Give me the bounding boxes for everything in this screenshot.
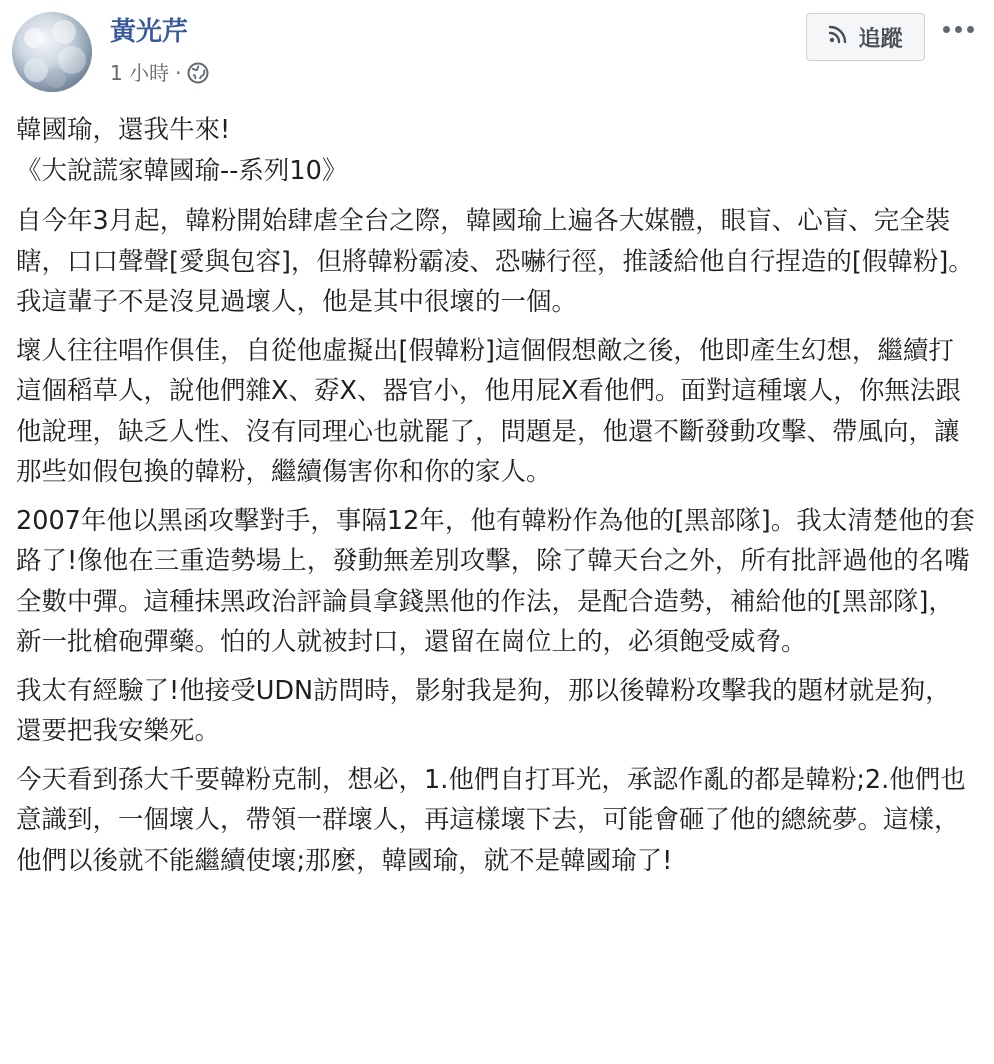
post-timestamp[interactable]: 1 小時 bbox=[110, 61, 170, 85]
more-dot bbox=[967, 26, 974, 33]
title-line: 《大說謊家韓國瑜--系列10》 bbox=[16, 155, 348, 186]
post-header bbox=[0, 0, 994, 100]
post-meta bbox=[110, 58, 209, 88]
title-line: 韓國瑜，還我牛來! bbox=[16, 115, 231, 145]
follow-label: 追蹤 bbox=[858, 26, 903, 52]
author-name[interactable]: 黃光芹 bbox=[110, 17, 189, 47]
post-paragraph: 我太有經驗了!他接受UDN訪問時，影射我是狗，那以後韓粉攻擊我的題材就是狗，還要把我安樂死。 bbox=[16, 675, 951, 746]
post-title bbox=[16, 110, 976, 191]
meta-separator: · bbox=[175, 61, 182, 85]
post-paragraph: 今天看到孫大千要韓粉克制，想必，1.他們自打耳光，承認作亂的都是韓粉;2.他們也意識到，一個壞人，帶領一群壞人，再這樣壞下去，可能會砸了他的總統夢。這樣，他們以後就不能繼續使壞;那麼，韓國瑜，就不是韓國瑜了! bbox=[16, 764, 966, 876]
more-dot bbox=[943, 26, 950, 33]
more-options-icon[interactable] bbox=[938, 16, 978, 42]
post-paragraph: 壞人往往唱作俱佳，自從他虛擬出[假韓粉]這個假想敵之後，他即產生幻想，繼續打這個稻草人，說他們雜X、孬X、器官小，他用屁X看他們。面對這種壞人，你無法跟他說理，缺乏人性、沒有同理心也就罷了，問題是，他還不斷發動攻擊、帶風向，讓那些如假包換的韓粉，繼續傷害你和你的家人。 bbox=[16, 335, 961, 487]
rss-icon bbox=[828, 24, 848, 50]
more-dot bbox=[955, 26, 962, 33]
avatar-image bbox=[12, 12, 92, 92]
follow-button[interactable] bbox=[806, 13, 925, 61]
post-content bbox=[16, 110, 976, 889]
author-avatar[interactable] bbox=[12, 12, 92, 92]
globe-icon[interactable] bbox=[187, 62, 209, 84]
post-paragraph: 2007年他以黑函攻擊對手，事隔12年，他有韓粉作為他的[黑部隊]。我太清楚他的套路了!像他在三重造勢場上，發動無差別攻擊，除了韓天台之外，所有批評過他的名嘴全數中彈。這種抹黑政治評論員拿錢黑他的作法，是配合造勢，補給他的[黑部隊]，新一批槍砲彈藥。怕的人就被封口，還留在崗位上的，必須飽受威脅。 bbox=[16, 505, 975, 657]
post-paragraph: 自今年3月起，韓粉開始肆虐全台之際，韓國瑜上遍各大媒體，眼盲、心盲、完全裝瞎，口口聲聲[愛與包容]，但將韓粉霸凌、恐嚇行徑，推諉給他自行捏造的[假韓粉]。我這輩子不是沒見過壞人，他是其中很壞的一個。 bbox=[16, 206, 974, 317]
